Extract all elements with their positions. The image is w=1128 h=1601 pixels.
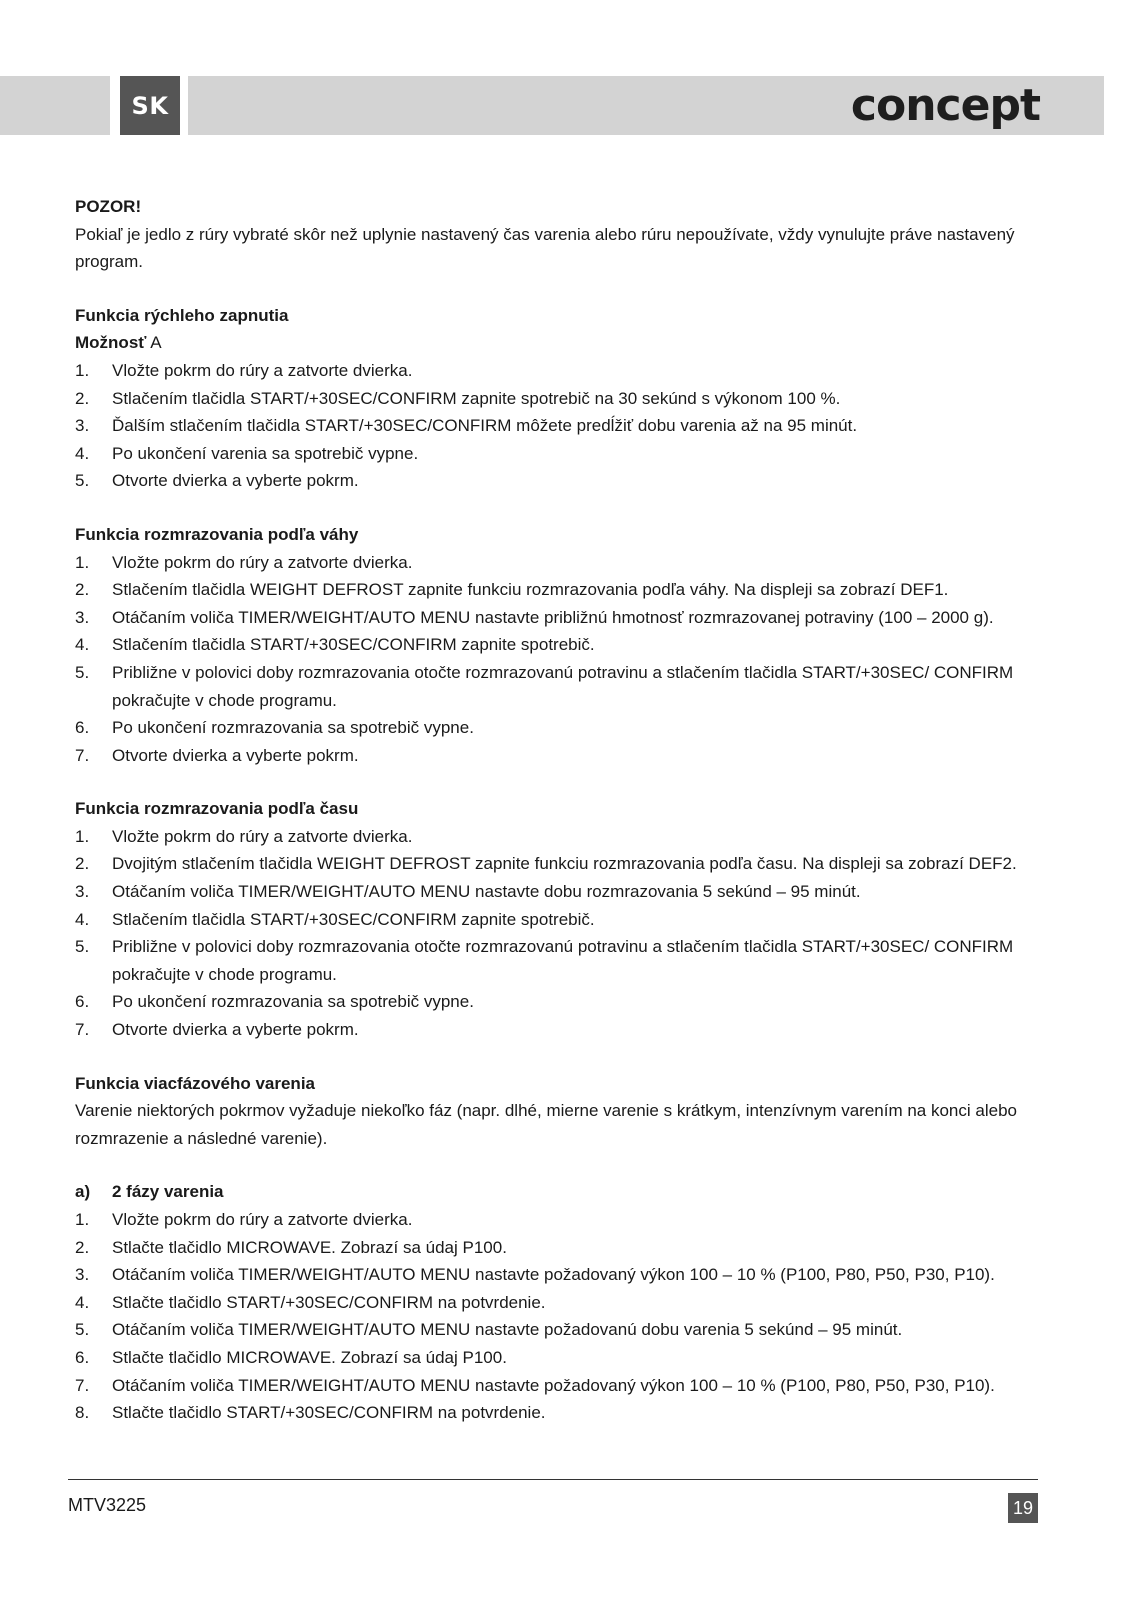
list-item: [75, 933, 1055, 988]
step-number: 7.: [75, 745, 90, 765]
weight-defrost-title: Funkcia rozmrazovania podľa váhy: [75, 524, 359, 544]
step-number: 6.: [75, 992, 90, 1012]
sub-number: a): [75, 1182, 91, 1202]
step-number: 3.: [75, 882, 90, 902]
list-item: [75, 357, 1055, 385]
step-text: Stlačte tlačidlo MICROWAVE. Zobrazí sa údaj P100.: [112, 1347, 507, 1367]
list-item: [75, 878, 1055, 906]
list-item: [75, 576, 1055, 604]
step-number: 4.: [75, 1292, 90, 1312]
step-text: Po ukončení varenia sa spotrebič vypne.: [112, 443, 419, 463]
page-content: [75, 193, 1055, 1453]
step-text: Otáčaním voliča TIMER/WEIGHT/AUTO MENU nastavte dobu rozmrazovania 5 sekúnd – 95 minút.: [112, 882, 861, 902]
step-number: 5.: [75, 471, 90, 491]
step-text: Vložte pokrm do rúry a zatvorte dvierka.: [112, 360, 413, 380]
step-text: Otvorte dvierka a vyberte pokrm.: [112, 471, 359, 491]
step-text: Ďalším stlačením tlačidla START/+30SEC/CONFIRM môžete predĺžiť dobu varenia až na 95 minút.: [112, 416, 858, 436]
step-number: 4.: [75, 909, 90, 929]
quick-start-section: [75, 302, 1055, 495]
step-text: Otáčaním voliča TIMER/WEIGHT/AUTO MENU nastavte približnú hmotnosť rozmrazovanej potraviny (100 – 2000 g).: [112, 607, 994, 627]
list-item: [75, 604, 1055, 632]
step-number: 3.: [75, 607, 90, 627]
time-defrost-title: Funkcia rozmrazovania podľa času: [75, 799, 359, 819]
step-number: 6.: [75, 1347, 90, 1367]
weight-defrost-steps: [75, 549, 1055, 770]
two-stage-section: [75, 1178, 1055, 1426]
warning-text: Pokiaľ je jedlo z rúry vybraté skôr než uplynie nastavený čas varenia alebo rúru nepoužívate, vždy vynulujte práve nastavený program.: [75, 224, 1015, 272]
step-number: 5.: [75, 937, 90, 957]
multistage-title: Funkcia viacfázového varenia: [75, 1073, 315, 1093]
two-stage-heading: [75, 1178, 1055, 1206]
list-item: [75, 1399, 1055, 1427]
step-text: Stlačte tlačidlo MICROWAVE. Zobrazí sa údaj P100.: [112, 1237, 507, 1257]
time-defrost-section: [75, 795, 1055, 1043]
list-item: [75, 1344, 1055, 1372]
step-number: 1.: [75, 826, 90, 846]
step-number: 1.: [75, 1210, 90, 1229]
two-stage-steps: [75, 1206, 1055, 1427]
step-text: Otvorte dvierka a vyberte pokrm.: [112, 745, 359, 765]
time-defrost-steps: [75, 823, 1055, 1044]
step-text: Dvojitým stlačením tlačidla WEIGHT DEFROST zapnite funkciu rozmrazovania podľa času. Na displeji sa zobrazí DEF2.: [112, 854, 1017, 874]
list-item: [75, 1372, 1055, 1400]
step-text: Približne v polovici doby rozmrazovania otočte rozmrazovanú potravinu a stlačením tlačidla START/+30SEC/ CONFIRM pokračujte v chode programu.: [112, 937, 1014, 984]
list-item: [75, 1289, 1055, 1317]
list-item: [75, 988, 1055, 1016]
step-text: Otáčaním voliča TIMER/WEIGHT/AUTO MENU nastavte požadovaný výkon 100 – 10 % (P100, P80, P50, P30, P10).: [112, 1375, 995, 1395]
step-number: 2.: [75, 854, 90, 874]
option-label: Možnosť: [75, 333, 147, 353]
list-item: [75, 906, 1055, 934]
step-text: Stlačením tlačidla START/+30SEC/CONFIRM zapnite spotrebič na 30 sekúnd s výkonom 100 %.: [112, 388, 841, 408]
step-text: Stlačte tlačidlo START/+30SEC/CONFIRM na potvrdenie.: [112, 1403, 546, 1423]
step-text: Vložte pokrm do rúry a zatvorte dvierka.: [112, 1210, 413, 1229]
step-number: 2.: [75, 580, 90, 600]
list-item: [75, 549, 1055, 577]
step-text: Stlačením tlačidla WEIGHT DEFROST zapnite funkciu rozmrazovania podľa váhy. Na displeji sa zobrazí DEF1.: [112, 580, 949, 600]
list-item: [75, 467, 1055, 495]
model-number: MTV3225: [68, 1495, 147, 1515]
quick-start-title: Funkcia rýchleho zapnutia: [75, 305, 289, 325]
list-item: [75, 1016, 1055, 1044]
option-value: A: [150, 333, 162, 353]
step-number: 1.: [75, 360, 90, 380]
step-text: Otáčaním voliča TIMER/WEIGHT/AUTO MENU nastavte požadovaný výkon 100 – 10 % (P100, P80, P50, P30, P10).: [112, 1265, 995, 1285]
step-number: 2.: [75, 1237, 90, 1257]
quick-start-steps: [75, 357, 1055, 495]
list-item: [75, 1234, 1055, 1262]
option-line: [75, 329, 1055, 357]
step-text: Vložte pokrm do rúry a zatvorte dvierka.: [112, 826, 413, 846]
step-text: Po ukončení rozmrazovania sa spotrebič vypne.: [112, 992, 474, 1012]
step-number: 7.: [75, 1375, 90, 1395]
sub-title: 2 fázy varenia: [112, 1182, 224, 1202]
step-number: 8.: [75, 1403, 90, 1423]
step-text: Otvorte dvierka a vyberte pokrm.: [112, 1020, 359, 1040]
list-item: [75, 823, 1055, 851]
step-number: 2.: [75, 388, 90, 408]
step-text: Stlačením tlačidla START/+30SEC/CONFIRM zapnite spotrebič.: [112, 635, 595, 655]
list-item: [75, 1206, 1055, 1234]
multistage-section: [75, 1070, 1055, 1153]
step-text: Stlačte tlačidlo START/+30SEC/CONFIRM na potvrdenie.: [112, 1292, 546, 1312]
list-item: [75, 850, 1055, 878]
step-number: 5.: [75, 662, 90, 682]
list-item: [75, 714, 1055, 742]
brand-logo: concept: [850, 79, 1040, 131]
step-text: Približne v polovici doby rozmrazovania otočte rozmrazovanú potravinu a stlačením tlačidla START/+30SEC/ CONFIRM pokračujte v chode programu.: [112, 662, 1014, 710]
step-number: 6.: [75, 718, 90, 738]
page-number: 19: [1008, 1493, 1038, 1523]
step-number: 4.: [75, 443, 90, 463]
multistage-intro: Varenie niektorých pokrmov vyžaduje niekoľko fáz (napr. dlhé, mierne varenie s krátkym, intenzívnym varením na konci alebo rozmrazenie a následné varenie).: [75, 1101, 1017, 1148]
list-item: [75, 1316, 1055, 1344]
list-item: [75, 385, 1055, 413]
step-number: 3.: [75, 1265, 90, 1285]
list-item: [75, 631, 1055, 659]
list-item: [75, 742, 1055, 770]
weight-defrost-section: [75, 521, 1055, 769]
list-item: [75, 1261, 1055, 1289]
step-number: 3.: [75, 416, 90, 436]
step-number: 1.: [75, 552, 90, 572]
step-number: 4.: [75, 635, 90, 655]
warning-title: POZOR!: [75, 197, 142, 216]
list-item: [75, 412, 1055, 440]
step-number: 5.: [75, 1320, 90, 1340]
step-text: Po ukončení rozmrazovania sa spotrebič vypne.: [112, 718, 474, 738]
list-item: [75, 659, 1055, 714]
step-text: Vložte pokrm do rúry a zatvorte dvierka.: [112, 552, 413, 572]
list-item: [75, 440, 1055, 468]
lang-badge: SK: [120, 76, 180, 135]
step-text: Stlačením tlačidla START/+30SEC/CONFIRM zapnite spotrebič.: [112, 909, 595, 929]
footer-divider: [68, 1479, 1038, 1480]
step-number: 7.: [75, 1020, 90, 1040]
step-text: Otáčaním voliča TIMER/WEIGHT/AUTO MENU nastavte požadovanú dobu varenia 5 sekúnd – 95 minút.: [112, 1320, 903, 1340]
warning-section: [75, 193, 1055, 276]
